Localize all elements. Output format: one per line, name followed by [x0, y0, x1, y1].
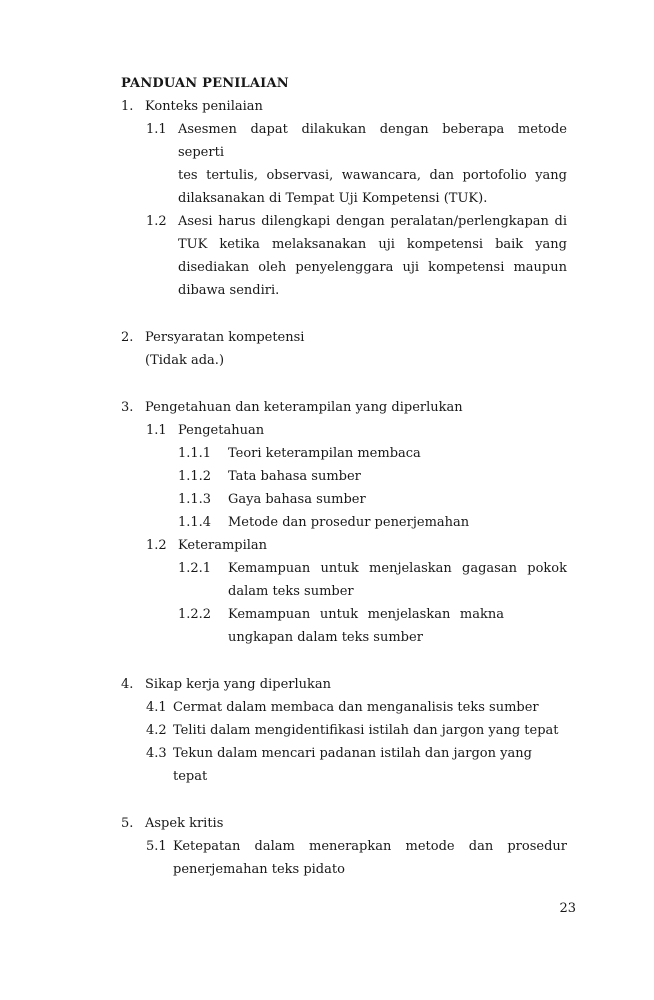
list-item-number: 1.2.2	[178, 607, 212, 622]
paragraph-line: disediakan oleh penyelenggara uji kompetensi maupun	[178, 260, 567, 275]
section-aspek-kritis	[121, 812, 567, 881]
paragraph-line: Kemampuan untuk menjelaskan makna	[228, 607, 504, 622]
paragraph	[228, 603, 567, 649]
section-number: 3.	[121, 400, 134, 415]
list-item-text: Tekun dalam mencari padanan istilah dan jargon yang tepat	[173, 746, 532, 784]
section-heading: Pengetahuan dan keterampilan yang diperlukan	[145, 400, 463, 415]
section-heading-row	[121, 396, 567, 419]
section-sikap-kerja	[121, 673, 567, 788]
list-item	[121, 696, 567, 719]
section-heading-row	[121, 326, 567, 349]
section-number: 4.	[121, 677, 134, 692]
list-subitem	[121, 488, 567, 511]
list-item	[121, 719, 567, 742]
paragraph-line: dalam teks sumber	[228, 584, 354, 599]
paragraph-line: dibawa sendiri.	[178, 283, 280, 298]
paragraph-line: Ketepatan dalam menerapkan metode dan prosedur	[173, 839, 567, 854]
paragraph-line: TUK ketika melaksanakan uji kompetensi baik yang	[178, 237, 567, 252]
section-heading: Persyaratan kompetensi	[145, 330, 305, 345]
list-item-number: 1.1	[146, 122, 167, 137]
list-subitem	[121, 557, 567, 603]
section-heading: Sikap kerja yang diperlukan	[145, 677, 332, 692]
list-item-text: Teori keterampilan membaca	[228, 446, 421, 461]
list-subitem	[121, 442, 567, 465]
section-heading-row	[121, 95, 567, 118]
list-item-number: 1.2	[146, 538, 167, 553]
list-item-number: 4.3	[146, 746, 167, 761]
paragraph	[178, 118, 567, 210]
list-item-number: 1.1	[146, 423, 167, 438]
paragraph-line: penerjemahan teks pidato	[173, 862, 345, 877]
list-item	[121, 742, 567, 788]
list-item	[121, 118, 567, 210]
list-item-number: 4.1	[146, 700, 167, 715]
list-item-heading: Keterampilan	[178, 538, 268, 553]
list-item	[121, 419, 567, 442]
list-item-number: 5.1	[146, 839, 167, 854]
list-item-text: Metode dan prosedur penerjemahan	[228, 515, 470, 530]
paragraph-line: Asesi harus dilengkapi dengan peralatan/perlengkapan di	[178, 214, 567, 229]
list-item-text: Tata bahasa sumber	[228, 469, 361, 484]
list-subitem	[121, 465, 567, 488]
list-subitem	[121, 603, 567, 649]
page-number: 23	[559, 901, 576, 916]
section-heading: Aspek kritis	[145, 816, 224, 831]
list-item-number: 1.2.1	[178, 561, 212, 576]
list-item-text: Gaya bahasa sumber	[228, 492, 366, 507]
list-item-number: 4.2	[146, 723, 167, 738]
paragraph-line: ungkapan dalam teks sumber	[228, 630, 423, 645]
section-heading-row	[121, 812, 567, 835]
section-heading-row	[121, 673, 567, 696]
list-item-text: Cermat dalam membaca dan menganalisis teks sumber	[173, 700, 539, 715]
paragraph-line: dilaksanakan di Tempat Uji Kompetensi (TUK).	[178, 191, 488, 206]
section-persyaratan-kompetensi	[121, 326, 567, 372]
paragraph-line: Kemampuan untuk menjelaskan gagasan pokok	[228, 561, 567, 576]
list-item	[121, 835, 567, 881]
paragraph	[178, 210, 567, 302]
paragraph-line: tes tertulis, observasi, wawancara, dan portofolio yang	[178, 168, 567, 183]
list-item	[121, 534, 567, 557]
list-item-heading: Pengetahuan	[178, 423, 265, 438]
section-pengetahuan-keterampilan	[121, 396, 567, 649]
paragraph	[228, 557, 567, 603]
list-item	[121, 210, 567, 302]
section-number: 2.	[121, 330, 134, 345]
list-item-number: 1.1.1	[178, 446, 212, 461]
section-heading: Konteks penilaian	[145, 99, 263, 114]
list-subitem	[121, 511, 567, 534]
section-number: 5.	[121, 816, 134, 831]
list-item-number: 1.1.3	[178, 492, 212, 507]
section-number: 1.	[121, 99, 134, 114]
list-item-number: 1.2	[146, 214, 167, 229]
section-konteks-penilaian	[121, 95, 567, 302]
paragraph-line: Asesmen dapat dilakukan dengan beberapa metode seperti	[178, 122, 567, 160]
document-content	[121, 72, 567, 881]
list-item-text: Teliti dalam mengidentifikasi istilah dan jargon yang tepat	[173, 723, 559, 738]
page-title: PANDUAN PENILAIAN	[121, 76, 289, 91]
section-note: (Tidak ada.)	[145, 353, 225, 368]
list-item-number: 1.1.2	[178, 469, 212, 484]
paragraph	[173, 835, 567, 881]
list-item-number: 1.1.4	[178, 515, 212, 530]
